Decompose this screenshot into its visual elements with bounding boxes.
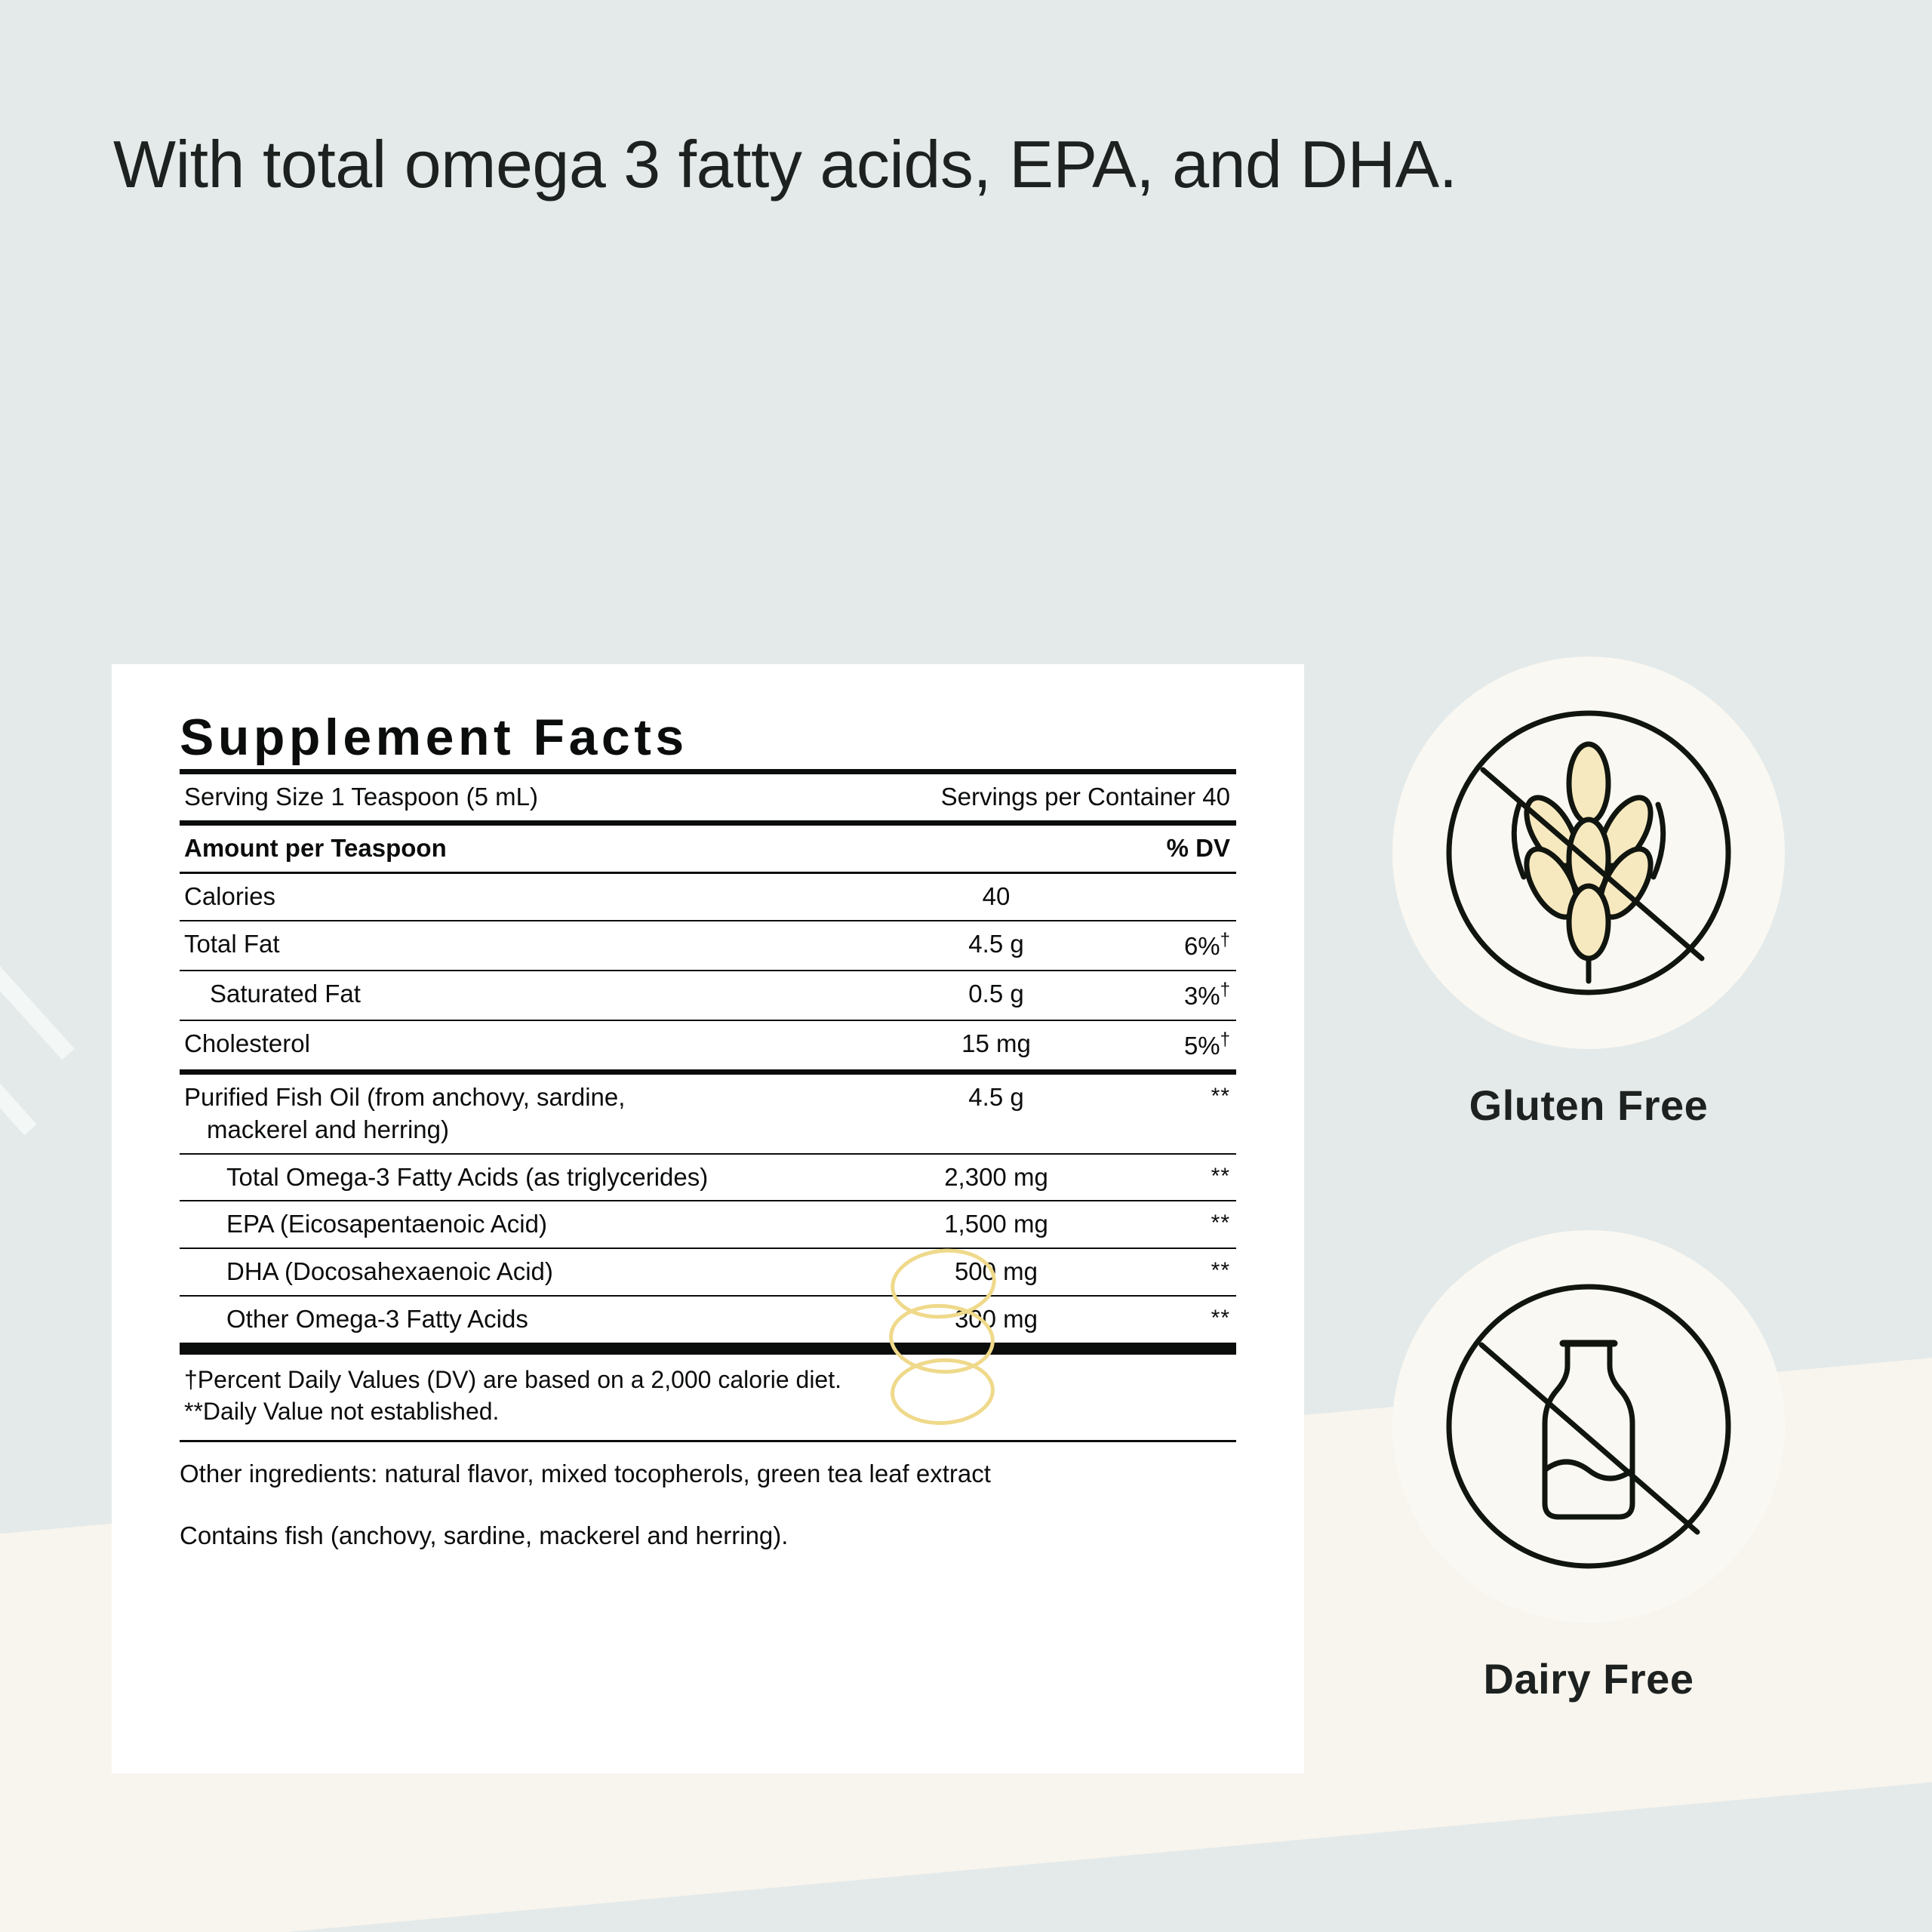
- nutrient-amount: 0.5 g: [968, 979, 1024, 1008]
- nutrient-dv: 5%†: [1183, 1029, 1230, 1060]
- nutrient-dv: 6%†: [1183, 930, 1230, 961]
- dv-header: % DV: [1166, 834, 1230, 863]
- badge-dairy-free: [1392, 1230, 1785, 1703]
- nutrient-name: Calories: [184, 882, 276, 911]
- badge-gluten-free: [1392, 657, 1785, 1130]
- nutrient-name: EPA (Eicosapentaenoic Acid): [226, 1210, 547, 1238]
- amount-per-serving-header: Amount per Teaspoon: [184, 834, 447, 863]
- supplement-facts-table: [180, 711, 1236, 1553]
- table-row: [180, 971, 1236, 1020]
- serving-info-row: [180, 774, 1236, 820]
- nutrient-amount: 4.5 g: [968, 930, 1024, 958]
- nutrient-dv: **: [1211, 1163, 1230, 1189]
- badge-disc: [1392, 657, 1785, 1049]
- nutrient-name: Cholesterol: [184, 1029, 310, 1057]
- fish-oil-line1: Purified Fish Oil (from anchovy, sardine,: [184, 1082, 626, 1111]
- supplement-facts-title: Supplement Facts: [180, 709, 688, 766]
- nutrient-amount: 4.5 g: [968, 1082, 1024, 1111]
- table-row: [180, 1201, 1236, 1247]
- other-ingredients-text: Other ingredients: natural flavor, mixed tocopherols, green tea leaf extract: [180, 1459, 991, 1487]
- nutrient-amount: 40: [982, 882, 1011, 911]
- wheat-crossed-out-icon: [1392, 657, 1785, 1049]
- footnote-daily-value: †Percent Daily Values (DV) are based on a 2,000 calorie diet.: [184, 1366, 841, 1394]
- nutrient-dv: **: [1211, 1211, 1230, 1236]
- table-row: [180, 874, 1236, 920]
- headline-text: With total omega 3 fatty acids, EPA, and DHA.: [113, 127, 1457, 202]
- nutrient-name: Total Fat: [184, 930, 280, 958]
- serving-size-text: Serving Size 1 Teaspoon (5 mL): [184, 783, 538, 811]
- dagger-mark: †: [1220, 979, 1230, 1000]
- table-row: [180, 921, 1236, 970]
- nutrient-dv: **: [1211, 1083, 1230, 1109]
- milk-bottle-crossed-out-icon: [1392, 1230, 1785, 1623]
- badge-label: Dairy Free: [1483, 1655, 1694, 1703]
- diagonal-stripe-1: [0, 814, 75, 1060]
- divider-before-fish-oil: [180, 1069, 1236, 1075]
- nutrient-dv: **: [1211, 1258, 1230, 1284]
- nutrient-amount: 2,300 mg: [944, 1162, 1048, 1191]
- nutrient-amount: 15 mg: [961, 1029, 1031, 1057]
- nutrient-amount: 500 mg: [954, 1257, 1038, 1286]
- badge-label: Gluten Free: [1469, 1081, 1709, 1129]
- table-row: [180, 1075, 1236, 1153]
- footnote-block: [180, 1355, 1236, 1439]
- table-row: [180, 1249, 1236, 1295]
- nutrient-name: Saturated Fat: [210, 979, 361, 1008]
- nutrient-dv: 3%†: [1183, 979, 1230, 1010]
- amount-header-row: [180, 826, 1236, 872]
- fish-oil-line2: mackerel and herring): [207, 1115, 449, 1143]
- dagger-mark: †: [1220, 930, 1230, 951]
- nutrient-amount: 1,500 mg: [944, 1210, 1048, 1238]
- footnote-not-established: **Daily Value not established.: [184, 1398, 500, 1426]
- servings-per-container-text: Servings per Container 40: [940, 783, 1230, 811]
- divider-under-serving: [180, 820, 1236, 826]
- nutrient-name: [180, 1081, 883, 1146]
- divider-before-footnotes: [180, 1343, 1236, 1355]
- table-row: [180, 1297, 1236, 1343]
- badge-disc: [1392, 1230, 1785, 1623]
- nutrient-amount: 300 mg: [954, 1305, 1038, 1334]
- nutrient-name: Other Omega-3 Fatty Acids: [226, 1305, 528, 1334]
- nutrient-name: DHA (Docosahexaenoic Acid): [226, 1257, 553, 1286]
- contains-allergens-text: Contains fish (anchovy, sardine, mackerel and herring).: [180, 1521, 789, 1550]
- nutrient-dv: **: [1211, 1306, 1230, 1331]
- divider-under-title: [180, 769, 1236, 774]
- table-row: [180, 1021, 1236, 1069]
- table-row: [180, 1155, 1236, 1201]
- supplement-facts-panel: [112, 664, 1304, 1774]
- nutrient-name: Total Omega-3 Fatty Acids (as triglycerides): [226, 1162, 709, 1191]
- dagger-mark: †: [1220, 1029, 1230, 1050]
